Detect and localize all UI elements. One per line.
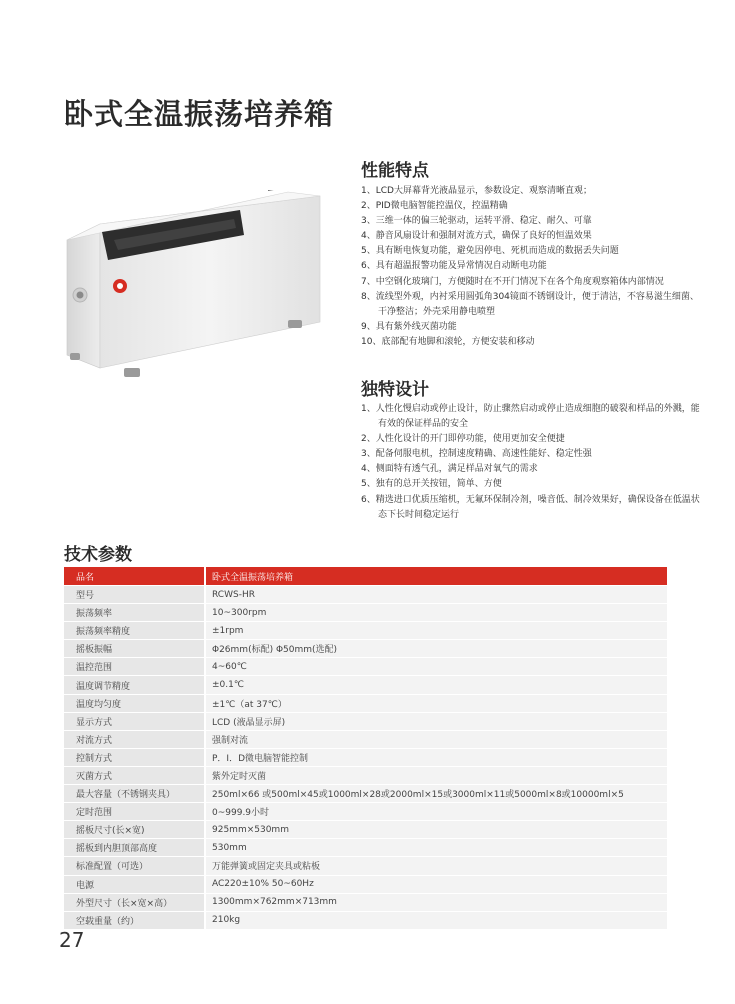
- spec-key: 振荡频率精度: [64, 622, 205, 640]
- table-row: [64, 712, 667, 730]
- spec-value: 紫外定时灭菌: [205, 766, 667, 784]
- spec-key: 品名: [64, 567, 205, 586]
- spec-value: AC220±10% 50~60Hz: [205, 875, 667, 893]
- spec-key: 控制方式: [64, 748, 205, 766]
- list-item: 5、具有断电恢复功能，避免因停电、死机而造成的数据丢失问题: [361, 246, 619, 257]
- table-row: [64, 785, 667, 803]
- spec-key: 显示方式: [64, 712, 205, 730]
- table-row: [64, 748, 667, 766]
- spec-key: 最大容量（不锈钢夹具）: [64, 785, 205, 803]
- table-row: [64, 821, 667, 839]
- table-row: [64, 875, 667, 893]
- table-row: [64, 586, 667, 604]
- table-row: [64, 658, 667, 676]
- spec-value: 210kg: [205, 911, 667, 929]
- spec-key: 电源: [64, 875, 205, 893]
- list-item: 4、静音风扇设计和强制对流方式，确保了良好的恒温效果: [361, 231, 592, 242]
- spec-key: 温度均匀度: [64, 694, 205, 712]
- table-row: [64, 803, 667, 821]
- table-row: [64, 911, 667, 929]
- table-row: [64, 766, 667, 784]
- page-number: 27: [59, 928, 85, 952]
- spec-value: 1300mm×762mm×713mm: [205, 893, 667, 911]
- list-item: 3、三维一体的偏三轮驱动，运转平滑、稳定、耐久、可靠: [361, 216, 592, 227]
- spec-key: 灭菌方式: [64, 766, 205, 784]
- table-row: [64, 694, 667, 712]
- spec-value: 卧式全温振荡培养箱: [205, 567, 667, 586]
- page-title: 卧式全温振荡培养箱: [64, 97, 335, 131]
- design-list: [361, 402, 701, 523]
- table-row: [64, 640, 667, 658]
- spec-key: 空载重量（约）: [64, 911, 205, 929]
- list-item: 8、流线型外观，内衬采用圆弧角304镜面不锈钢设计，便于清洁，不容易滋生细菌、干净整洁；外壳采用静电喷塑: [361, 291, 699, 317]
- list-item: 10、底部配有地脚和滚轮，方便安装和移动: [361, 336, 535, 347]
- spec-value: P．I．D微电脑智能控制: [205, 748, 667, 766]
- spec-key: 摇板尺寸(长×宽): [64, 821, 205, 839]
- features-title: 性能特点: [361, 161, 429, 181]
- spec-header-row: [64, 567, 667, 586]
- spec-value: 530mm: [205, 839, 667, 857]
- list-item: 6、精选进口优质压缩机，无氟环保制冷剂，噪音低、制冷效果好，确保设备在低温状态下长时间稳定运行: [361, 494, 700, 520]
- design-title: 独特设计: [361, 380, 429, 400]
- table-row: [64, 604, 667, 622]
- list-item: 1、LCD大屏幕背光液晶显示，参数设定、观察清晰直观；: [361, 186, 592, 196]
- spec-value: 925mm×530mm: [205, 821, 667, 839]
- spec-key: 对流方式: [64, 730, 205, 748]
- table-row: [64, 857, 667, 875]
- spec-table: [64, 567, 667, 930]
- list-item: 1、人性化慢启动或停止设计，防止骤然启动或停止造成细胞的破裂和样品的外溅，能有效的保证样品的安全: [361, 404, 700, 430]
- spec-value: ±1℃（at 37℃）: [205, 694, 667, 712]
- spec-key: 温控范围: [64, 658, 205, 676]
- list-item: 2、PID微电脑智能控温仪，控温精确: [361, 201, 508, 212]
- spec-value: 10~300rpm: [205, 604, 667, 622]
- spec-value: 0~999.9小时: [205, 803, 667, 821]
- list-item: 4、侧面特有透气孔，满足样品对氧气的需求: [361, 464, 538, 475]
- list-item: 9、具有紫外线灭菌功能: [361, 321, 457, 332]
- spec-key: 温度调节精度: [64, 676, 205, 694]
- spec-key: 外型尺寸（长×宽×高）: [64, 893, 205, 911]
- spec-key: 标准配置（可选）: [64, 857, 205, 875]
- spec-value: 250ml×66 或500ml×45或1000ml×28或2000ml×15或3000ml×11或5000ml×8或10000ml×5: [205, 785, 667, 803]
- product-image: [62, 190, 332, 400]
- list-item: 3、配备伺服电机，控制速度精确、高速性能好、稳定性强: [361, 449, 592, 460]
- spec-key: 摇板振幅: [64, 640, 205, 658]
- table-row: [64, 730, 667, 748]
- table-row: [64, 676, 667, 694]
- spec-value: Φ26mm(标配) Φ50mm(选配): [205, 640, 667, 658]
- table-row: [64, 839, 667, 857]
- table-row: [64, 622, 667, 640]
- tech-title: 技术参数: [64, 545, 132, 565]
- spec-key: 定时范围: [64, 803, 205, 821]
- list-item: 5、独有的总开关按钮，简单、方便: [361, 479, 502, 490]
- spec-value: RCWS-HR: [205, 586, 667, 604]
- spec-key: 振荡频率: [64, 604, 205, 622]
- spec-value: 强制对流: [205, 730, 667, 748]
- spec-value: ±1rpm: [205, 622, 667, 640]
- spec-key: 摇板到内胆顶部高度: [64, 839, 205, 857]
- spec-value: 4~60℃: [205, 658, 667, 676]
- spec-key: 型号: [64, 586, 205, 604]
- table-row: [64, 893, 667, 911]
- list-item: 2、人性化设计的开门即停功能，使用更加安全便捷: [361, 434, 565, 445]
- features-list: [361, 184, 701, 350]
- spec-value: LCD (液晶显示屏): [205, 712, 667, 730]
- list-item: 7、中空钢化玻璃门，方便随时在不开门情况下在各个角度观察箱体内部情况: [361, 276, 664, 287]
- spec-value: ±0.1℃: [205, 676, 667, 694]
- spec-value: 万能弹簧或固定夹具或粘板: [205, 857, 667, 875]
- list-item: 6、具有超温报警功能及异常情况自动断电功能: [361, 261, 547, 272]
